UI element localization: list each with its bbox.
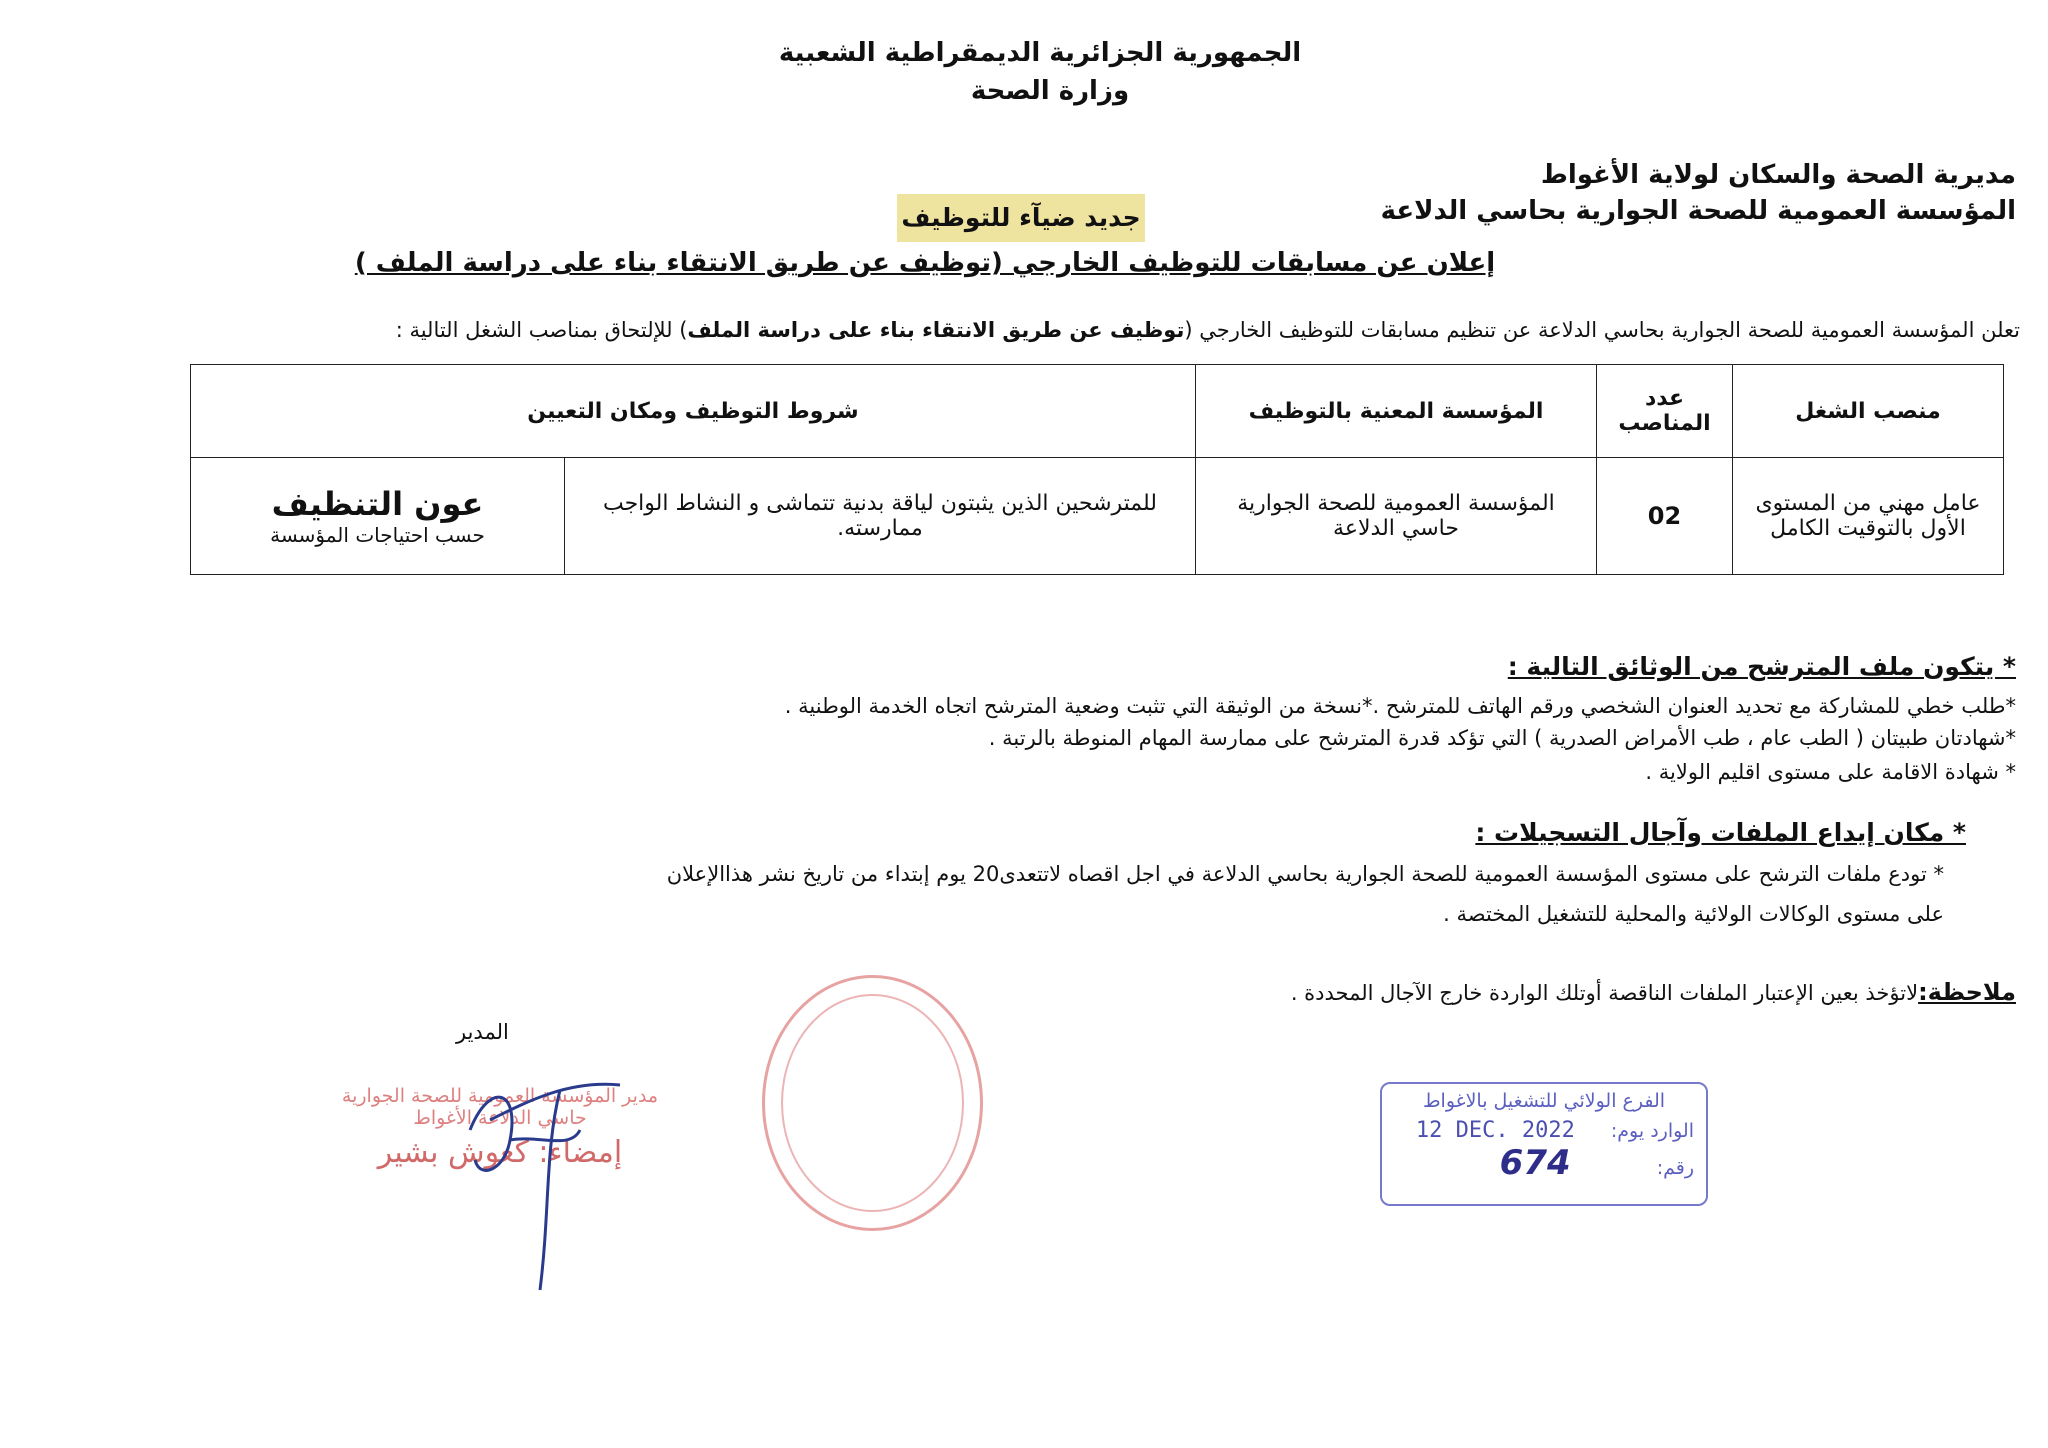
reception-number: 674 <box>1499 1143 1571 1183</box>
stamp-name: إمضاء: كعوش بشير <box>377 1135 623 1170</box>
reception-stamp <box>1380 1082 1708 1206</box>
cell-position: عامل مهني من المستوى الأول بالتوقيت الكامل <box>1733 458 2004 575</box>
placement-note: حسب احتياجات المؤسسة <box>270 523 485 547</box>
header-conditions: شروط التوظيف ومكان التعيين <box>191 365 1196 458</box>
cell-placement <box>191 458 565 575</box>
documents-item: * شهادة الاقامة على مستوى اقليم الولاية . <box>1645 760 2016 784</box>
header-institution: المؤسسة المعنية بالتوظيف <box>1196 365 1597 458</box>
cell-institution: المؤسسة العمومية للصحة الجوارية حاسي الدلاعة <box>1196 458 1597 575</box>
cell-count: 02 <box>1597 458 1733 575</box>
received-date: 12 DEC. 2022 <box>1415 1118 1575 1143</box>
note-label: ملاحظة: <box>1918 978 2016 1006</box>
deposit-heading: * مكان إيداع الملفات وآجال التسجيلات : <box>1475 818 1966 847</box>
director-label: المدير <box>456 1020 509 1044</box>
stamp-line-1: مدير المؤسسة العمومية للصحة الجوارية <box>341 1085 659 1107</box>
note <box>1291 978 2016 1006</box>
institution-name: المؤسسة العمومية للصحة الجوارية بحاسي الدلاعة <box>1380 196 2016 226</box>
ministry-title: وزارة الصحة <box>970 76 1130 106</box>
header-position: منصب الشغل <box>1733 365 2004 458</box>
reception-date-row <box>1394 1118 1694 1143</box>
highlight-badge: جديد ضيآء للتوظيف <box>897 194 1145 242</box>
note-text: لاتؤخذ بعين الإعتبار الملفات الناقصة أوتلك الواردة خارج الآجال المحددة . <box>1290 981 1919 1005</box>
positions-table <box>190 364 2004 575</box>
round-stamp <box>762 975 983 1231</box>
deposit-line-1: * تودع ملفات الترشح على مستوى المؤسسة العمومية للصحة الجوارية بحاسي الدلاعة في اجل اقصاه لاتتعدى20 يوم إبتداء من تاريخ نشر هذاالإعلان <box>666 862 1944 886</box>
received-label: الوارد يوم: <box>1610 1120 1694 1142</box>
placement-title: عون التنظيف <box>271 485 484 523</box>
reception-office: الفرع الولائي للتشغيل بالاغواط <box>1422 1090 1666 1112</box>
intro-part-a: تعلن المؤسسة العمومية للصحة الجوارية بحاسي الدلاعة عن تنظيم مسابقات للتوظيف الخارجي ( <box>1184 318 2020 342</box>
table-header-row <box>191 365 2004 458</box>
table-row <box>191 458 2004 575</box>
announcement-title: إعلان عن مسابقات للتوظيف الخارجي (توظيف عن طريق الانتقاء بناء على دراسة الملف ) <box>354 248 1496 278</box>
handwritten-signature <box>450 1060 630 1300</box>
announcement-intro <box>396 318 2020 342</box>
number-label: رقم: <box>1656 1157 1694 1179</box>
documents-item: *شهادتان طبيتان ( الطب عام ، طب الأمراض الصدرية ) التي تؤكد قدرة المترشح على ممارسة المهام المنوطة بالرتبة . <box>988 726 2016 750</box>
documents-heading: * يتكون ملف المترشح من الوثائق التالية : <box>1507 652 2016 681</box>
cell-conditions: للمترشحين الذين يثبتون لياقة بدنية تتماشى و النشاط الواجب ممارسته. <box>565 458 1196 575</box>
documents-item: *طلب خطي للمشاركة مع تحديد العنوان الشخصي ورقم الهاتف للمترشح .*نسخة من الوثيقة التي تثبت وضعية المترشح اتجاه الخدمة الوطنية . <box>784 694 2016 718</box>
directorate-name: مديرية الصحة والسكان لولاية الأغواط <box>1540 160 2016 190</box>
republic-title: الجمهورية الجزائرية الديمقراطية الشعبية <box>778 38 1302 68</box>
deposit-line-2: على مستوى الوكالات الولائية والمحلية للتشغيل المختصة . <box>1443 902 1944 926</box>
intro-part-c: ) للإلتحاق بمناصب الشغل التالية : <box>395 318 688 342</box>
header-count: عدد المناصب <box>1597 365 1733 458</box>
reception-number-row <box>1394 1143 1694 1183</box>
stamp-line-2: حاسي الدلاعة الأغواط <box>413 1107 587 1129</box>
intro-part-b: توظيف عن طريق الانتقاء بناء على دراسة الملف <box>687 318 1185 342</box>
